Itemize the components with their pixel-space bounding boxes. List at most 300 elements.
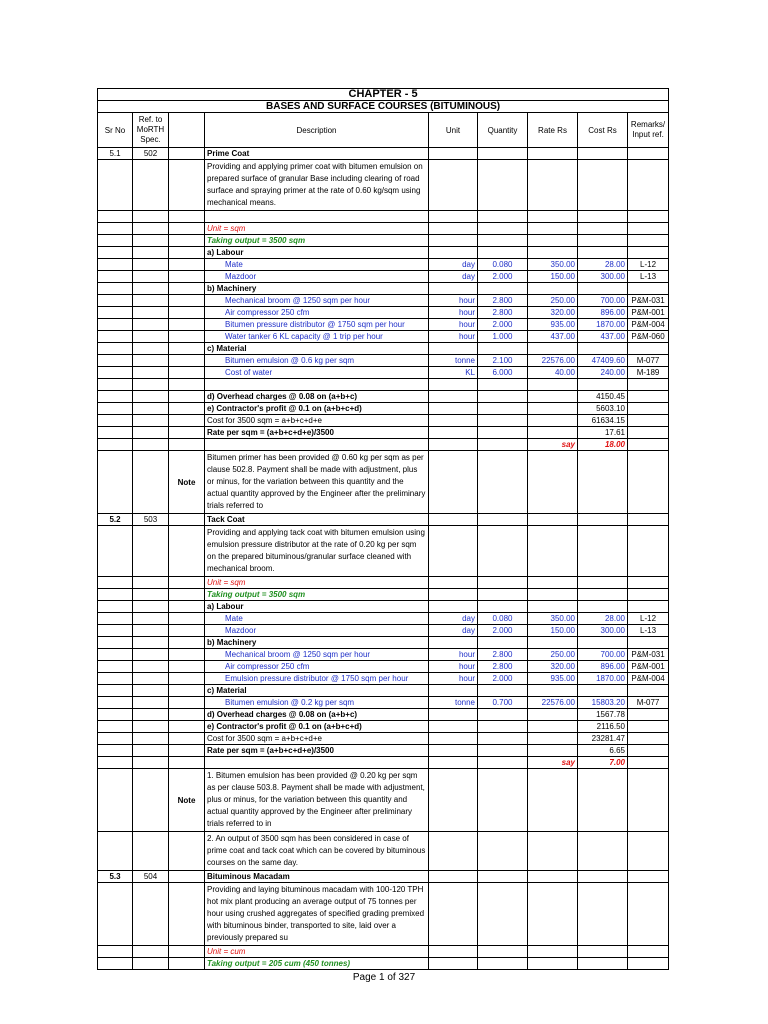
cell xyxy=(169,577,205,589)
note-row xyxy=(98,832,669,871)
overhead-label: d) Overhead charges @ 0.08 on (a+b+c) xyxy=(205,709,429,721)
item-rate: 250.00 xyxy=(528,295,578,307)
chapter-title: BASES AND SURFACE COURSES (BITUMINOUS) xyxy=(98,101,669,113)
item-quantity: 2.800 xyxy=(478,661,528,673)
cell xyxy=(169,697,205,709)
item-description: Mechanical broom @ 1250 sqm per hour xyxy=(205,295,429,307)
cell xyxy=(578,958,628,970)
cell xyxy=(133,427,169,439)
col-ref: Ref. to MoRTH Spec. xyxy=(133,113,169,148)
labour-heading-row xyxy=(98,601,669,613)
cell xyxy=(429,160,478,211)
item-remarks: L-13 xyxy=(628,271,669,283)
item-description: Bitumen emulsion @ 0.6 kg per sqm xyxy=(205,355,429,367)
cell xyxy=(429,871,478,883)
cell xyxy=(133,211,169,223)
rate-analysis-table xyxy=(97,88,669,970)
col-unit: Unit xyxy=(429,113,478,148)
section-description: Providing and applying primer coat with bitumen emulsion on prepared surface of granular Base including clearing of road surface and spraying primer at the rate of 0.60 kg/sqm using mechanical means. xyxy=(205,160,429,211)
blank-row xyxy=(98,379,669,391)
cell xyxy=(98,271,133,283)
item-remarks: P&M-004 xyxy=(628,319,669,331)
cell xyxy=(578,637,628,649)
item-quantity: 0.080 xyxy=(478,259,528,271)
note-text-1: 1. Bitumen emulsion has been provided @ 0.20 kg per sqm as per clause 503.8. Payment shall be made with adjustment, plus or minus, for the variation between this quantity and actual quantity approved by the Engineer after preliminary trials referred to in xyxy=(205,769,429,832)
cell xyxy=(478,721,528,733)
unit-line-row xyxy=(98,946,669,958)
item-description: Air compressor 250 cfm xyxy=(205,661,429,673)
cell xyxy=(578,577,628,589)
cell xyxy=(429,577,478,589)
item-quantity: 2.000 xyxy=(478,673,528,685)
cell xyxy=(133,625,169,637)
cell xyxy=(169,514,205,526)
cell xyxy=(429,283,478,295)
item-row xyxy=(98,613,669,625)
note-text-2: 2. An output of 3500 sqm has been considered in case of prime coat and tack coat which can be covered by bituminous courses on the same day. xyxy=(205,832,429,871)
item-unit: hour xyxy=(429,307,478,319)
cell xyxy=(133,355,169,367)
cell xyxy=(169,613,205,625)
cell xyxy=(578,601,628,613)
blank-row xyxy=(98,211,669,223)
cell xyxy=(478,514,528,526)
overhead-cost: 1567.78 xyxy=(578,709,628,721)
cell xyxy=(169,307,205,319)
cell xyxy=(133,601,169,613)
machinery-heading-row xyxy=(98,637,669,649)
item-rate: 350.00 xyxy=(528,259,578,271)
col-cost: Cost Rs xyxy=(578,113,628,148)
item-remarks: L-12 xyxy=(628,613,669,625)
item-row xyxy=(98,307,669,319)
item-unit: day xyxy=(429,259,478,271)
cell xyxy=(628,637,669,649)
item-cost: 240.00 xyxy=(578,367,628,379)
cell xyxy=(628,235,669,247)
item-unit: hour xyxy=(429,295,478,307)
labour-heading: a) Labour xyxy=(205,247,429,259)
cell xyxy=(429,415,478,427)
item-cost: 28.00 xyxy=(578,613,628,625)
cell xyxy=(478,745,528,757)
cell xyxy=(98,526,133,577)
cell xyxy=(528,685,578,697)
cell xyxy=(628,160,669,211)
output-line: Taking output = 3500 sqm xyxy=(205,589,429,601)
cell xyxy=(478,391,528,403)
cell xyxy=(133,379,169,391)
cell xyxy=(628,733,669,745)
cell xyxy=(133,883,169,946)
total-cost: 61634.15 xyxy=(578,415,628,427)
cell xyxy=(528,223,578,235)
cell xyxy=(133,235,169,247)
cell xyxy=(478,883,528,946)
total-label: Cost for 3500 sqm = a+b+c+d+e xyxy=(205,733,429,745)
rate-row xyxy=(98,745,669,757)
item-row xyxy=(98,355,669,367)
item-description: Mechanical broom @ 1250 sqm per hour xyxy=(205,649,429,661)
cell xyxy=(528,283,578,295)
cell xyxy=(578,883,628,946)
cell xyxy=(429,745,478,757)
cell xyxy=(429,223,478,235)
cell xyxy=(478,148,528,160)
cell xyxy=(98,673,133,685)
cell xyxy=(578,451,628,514)
cell xyxy=(98,589,133,601)
cell xyxy=(429,211,478,223)
item-remarks: P&M-031 xyxy=(628,649,669,661)
item-quantity: 2.800 xyxy=(478,307,528,319)
cell xyxy=(133,745,169,757)
cell xyxy=(98,733,133,745)
cell xyxy=(133,637,169,649)
cell xyxy=(628,577,669,589)
cell xyxy=(98,343,133,355)
item-unit: hour xyxy=(429,319,478,331)
cell xyxy=(628,223,669,235)
cell xyxy=(478,223,528,235)
spec-reference: 502 xyxy=(133,148,169,160)
say-cost: 7.00 xyxy=(578,757,628,769)
item-quantity: 2.100 xyxy=(478,355,528,367)
machinery-heading: b) Machinery xyxy=(205,283,429,295)
item-cost: 700.00 xyxy=(578,649,628,661)
cell xyxy=(169,211,205,223)
unit-line-row xyxy=(98,577,669,589)
cell xyxy=(169,367,205,379)
cell xyxy=(169,661,205,673)
cell xyxy=(169,427,205,439)
cell xyxy=(478,685,528,697)
cell xyxy=(133,589,169,601)
profit-cost: 2116.50 xyxy=(578,721,628,733)
cell xyxy=(98,613,133,625)
rate-cost: 17.61 xyxy=(578,427,628,439)
cell xyxy=(429,589,478,601)
item-description: Bitumen emulsion @ 0.2 kg per sqm xyxy=(205,697,429,709)
item-unit: day xyxy=(429,625,478,637)
cell xyxy=(98,721,133,733)
description-row xyxy=(98,160,669,211)
item-remarks: P&M-004 xyxy=(628,673,669,685)
cell xyxy=(429,946,478,958)
cell xyxy=(628,451,669,514)
cell xyxy=(205,211,429,223)
cell xyxy=(429,601,478,613)
item-row xyxy=(98,259,669,271)
cell xyxy=(169,343,205,355)
item-remarks: P&M-060 xyxy=(628,331,669,343)
cell xyxy=(628,757,669,769)
section-number: 5.2 xyxy=(98,514,133,526)
cell xyxy=(98,391,133,403)
cell xyxy=(169,379,205,391)
say-row xyxy=(98,757,669,769)
cell xyxy=(429,427,478,439)
cell xyxy=(528,721,578,733)
cell xyxy=(528,871,578,883)
rate-label: Rate per sqm = (a+b+c+d+e)/3500 xyxy=(205,427,429,439)
cell xyxy=(169,526,205,577)
section-title-row xyxy=(98,514,669,526)
cell xyxy=(628,685,669,697)
item-rate: 437.00 xyxy=(528,331,578,343)
cell xyxy=(528,379,578,391)
output-line-row xyxy=(98,235,669,247)
cell xyxy=(528,343,578,355)
cell xyxy=(429,526,478,577)
item-quantity: 2.800 xyxy=(478,649,528,661)
section-5-2 xyxy=(98,514,669,871)
cell xyxy=(98,625,133,637)
cell xyxy=(478,451,528,514)
cell xyxy=(478,832,528,871)
col-rate: Rate Rs xyxy=(528,113,578,148)
col-srno: Sr No xyxy=(98,113,133,148)
section-title-row xyxy=(98,148,669,160)
cell xyxy=(528,451,578,514)
item-quantity: 2.000 xyxy=(478,625,528,637)
cell xyxy=(528,589,578,601)
item-remarks: P&M-031 xyxy=(628,295,669,307)
cell xyxy=(429,883,478,946)
unit-line: Unit = cum xyxy=(205,946,429,958)
cell xyxy=(98,331,133,343)
cell xyxy=(133,661,169,673)
cell xyxy=(528,247,578,259)
cell xyxy=(133,685,169,697)
cell xyxy=(478,946,528,958)
cell xyxy=(98,247,133,259)
cell xyxy=(478,427,528,439)
cell xyxy=(628,745,669,757)
cell xyxy=(169,259,205,271)
cell xyxy=(628,514,669,526)
rate-cost: 6.65 xyxy=(578,745,628,757)
rate-row xyxy=(98,427,669,439)
item-row xyxy=(98,649,669,661)
item-remarks: M-077 xyxy=(628,355,669,367)
cell xyxy=(98,283,133,295)
cell xyxy=(133,697,169,709)
cell xyxy=(628,709,669,721)
profit-row xyxy=(98,403,669,415)
cell xyxy=(628,148,669,160)
cell xyxy=(98,259,133,271)
cell xyxy=(478,733,528,745)
item-rate: 320.00 xyxy=(528,661,578,673)
cell xyxy=(133,367,169,379)
output-line: Taking output = 205 cum (450 tonnes) xyxy=(205,958,429,970)
item-quantity: 2.000 xyxy=(478,271,528,283)
cell xyxy=(98,769,133,832)
cell xyxy=(133,769,169,832)
item-unit: hour xyxy=(429,331,478,343)
item-quantity: 2.000 xyxy=(478,319,528,331)
cell xyxy=(133,832,169,871)
cell xyxy=(98,745,133,757)
item-row xyxy=(98,295,669,307)
material-heading-row xyxy=(98,685,669,697)
cell xyxy=(169,709,205,721)
cell xyxy=(478,160,528,211)
cell xyxy=(628,601,669,613)
cell xyxy=(628,832,669,871)
section-title: Tack Coat xyxy=(205,514,429,526)
cell xyxy=(528,148,578,160)
cell xyxy=(528,733,578,745)
cell xyxy=(628,589,669,601)
cell xyxy=(478,415,528,427)
cell xyxy=(169,946,205,958)
cell xyxy=(98,451,133,514)
cell xyxy=(98,235,133,247)
cell xyxy=(429,769,478,832)
cell xyxy=(133,451,169,514)
item-rate: 22576.00 xyxy=(528,697,578,709)
cell xyxy=(98,577,133,589)
cell xyxy=(429,439,478,451)
item-cost: 47409.60 xyxy=(578,355,628,367)
item-description: Mazdoor xyxy=(205,625,429,637)
item-description: Air compressor 250 cfm xyxy=(205,307,429,319)
cell xyxy=(528,526,578,577)
cell xyxy=(429,247,478,259)
item-remarks: P&M-001 xyxy=(628,307,669,319)
cell xyxy=(133,439,169,451)
item-description: Mazdoor xyxy=(205,271,429,283)
cell xyxy=(169,295,205,307)
cell xyxy=(133,271,169,283)
output-line-row xyxy=(98,958,669,970)
rate-label: Rate per sqm = (a+b+c+d+e)/3500 xyxy=(205,745,429,757)
item-rate: 150.00 xyxy=(528,625,578,637)
cell xyxy=(628,769,669,832)
item-unit: hour xyxy=(429,649,478,661)
description-row xyxy=(98,883,669,946)
cell xyxy=(528,769,578,832)
item-remarks: L-13 xyxy=(628,625,669,637)
cell xyxy=(478,343,528,355)
cell xyxy=(133,391,169,403)
item-remarks: L-12 xyxy=(628,259,669,271)
item-row xyxy=(98,319,669,331)
item-cost: 896.00 xyxy=(578,661,628,673)
cell xyxy=(628,871,669,883)
cell xyxy=(169,625,205,637)
cell xyxy=(528,415,578,427)
cell xyxy=(578,247,628,259)
section-title: Prime Coat xyxy=(205,148,429,160)
cell xyxy=(169,721,205,733)
cell xyxy=(528,427,578,439)
cell xyxy=(133,319,169,331)
cell xyxy=(478,235,528,247)
say-row xyxy=(98,439,669,451)
cell xyxy=(133,526,169,577)
cell xyxy=(578,871,628,883)
note-label: Note xyxy=(169,769,205,832)
cell xyxy=(528,709,578,721)
section-5-3 xyxy=(98,871,669,970)
cell xyxy=(429,757,478,769)
cell xyxy=(169,673,205,685)
cell xyxy=(205,757,429,769)
cell xyxy=(98,601,133,613)
material-heading: c) Material xyxy=(205,685,429,697)
cell xyxy=(169,355,205,367)
cell xyxy=(133,415,169,427)
cell xyxy=(98,883,133,946)
cell xyxy=(429,685,478,697)
cell xyxy=(578,148,628,160)
cell xyxy=(429,721,478,733)
cell xyxy=(98,367,133,379)
cell xyxy=(133,613,169,625)
total-row xyxy=(98,415,669,427)
cell xyxy=(528,946,578,958)
item-description: Cost of water xyxy=(205,367,429,379)
col-quantity: Quantity xyxy=(478,113,528,148)
cell xyxy=(478,247,528,259)
cell xyxy=(133,403,169,415)
cell xyxy=(628,526,669,577)
item-description: Emulsion pressure distributor @ 1750 sqm per hour xyxy=(205,673,429,685)
total-row xyxy=(98,733,669,745)
spec-reference: 504 xyxy=(133,871,169,883)
cell xyxy=(133,649,169,661)
cell xyxy=(133,307,169,319)
cell xyxy=(98,757,133,769)
cell xyxy=(98,379,133,391)
cell xyxy=(528,637,578,649)
cell xyxy=(133,331,169,343)
cell xyxy=(578,235,628,247)
cell xyxy=(133,946,169,958)
item-cost: 300.00 xyxy=(578,271,628,283)
cell xyxy=(429,391,478,403)
item-unit: KL xyxy=(429,367,478,379)
cell xyxy=(98,319,133,331)
material-heading-row xyxy=(98,343,669,355)
section-number: 5.1 xyxy=(98,148,133,160)
cell xyxy=(628,439,669,451)
cell xyxy=(478,439,528,451)
cell xyxy=(528,391,578,403)
cell xyxy=(169,733,205,745)
cell xyxy=(429,733,478,745)
total-cost: 23281.47 xyxy=(578,733,628,745)
cell xyxy=(169,685,205,697)
item-rate: 22576.00 xyxy=(528,355,578,367)
cell xyxy=(429,958,478,970)
item-rate: 935.00 xyxy=(528,673,578,685)
output-line: Taking output = 3500 sqm xyxy=(205,235,429,247)
section-title-row xyxy=(98,871,669,883)
cell xyxy=(628,403,669,415)
item-rate: 320.00 xyxy=(528,307,578,319)
cell xyxy=(628,379,669,391)
item-rate: 935.00 xyxy=(528,319,578,331)
cell xyxy=(169,649,205,661)
cell xyxy=(528,958,578,970)
cell xyxy=(133,343,169,355)
cell xyxy=(98,403,133,415)
cell xyxy=(133,709,169,721)
